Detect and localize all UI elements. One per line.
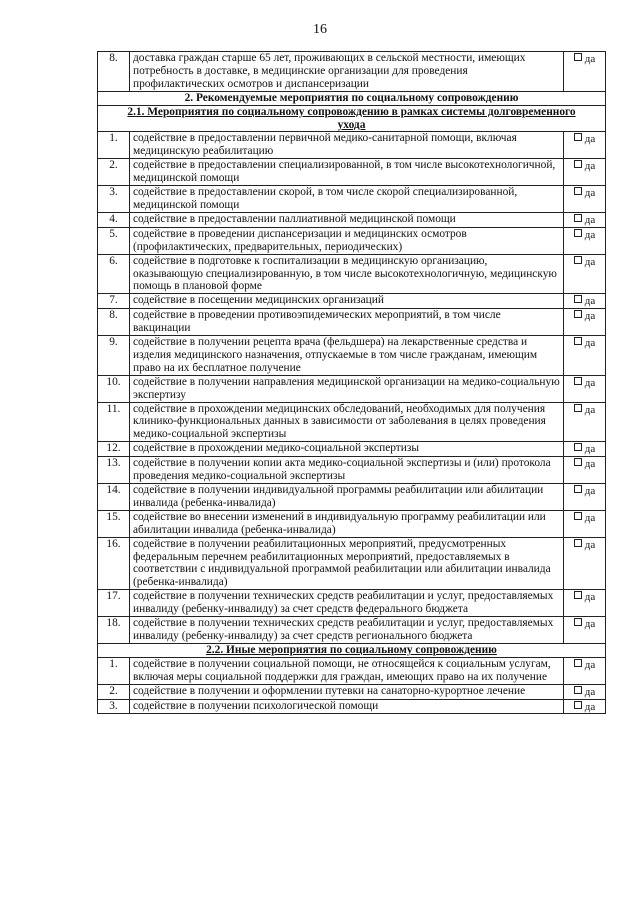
table-row xyxy=(98,294,606,309)
checkbox-cell[interactable] xyxy=(564,442,606,457)
checkbox-label: да xyxy=(584,658,596,671)
row-number: 11. xyxy=(98,402,130,442)
table-row xyxy=(98,657,606,684)
checkbox-cell[interactable] xyxy=(564,402,606,442)
checkbox-cell[interactable] xyxy=(564,617,606,644)
row-text: содействие в прохождении медицинских обследований, необходимых для получения клинико-функциональных данных в зависимости от заболевания в целях проведения медико-социальной экспертизы xyxy=(130,402,564,442)
checkbox-icon[interactable] xyxy=(574,133,582,141)
checkbox-label: да xyxy=(584,376,596,389)
row-text: содействие в посещении медицинских организаций xyxy=(130,294,564,309)
checkbox-label: да xyxy=(584,485,596,497)
checkbox-label: да xyxy=(584,538,596,551)
row-text: содействие в получении индивидуальной программы реабилитации или абилитации инвалида (ребенка-инвалида) xyxy=(130,484,564,511)
checkbox-cell[interactable] xyxy=(564,484,606,511)
table-row xyxy=(98,510,606,537)
row-text: содействие в прохождении медико-социальной экспертизы xyxy=(130,442,564,457)
row-text: содействие в получении направления медицинской организации на медико-социальную экспертизу xyxy=(130,375,564,402)
row-number: 12. xyxy=(98,442,130,457)
section-header-row xyxy=(98,105,606,132)
checkbox-icon[interactable] xyxy=(574,404,582,412)
row-text: содействие в получении технических средств реабилитации и услуг, предоставляемых инвалиду (ребенку-инвалиду) за счет средств федерального бюджета xyxy=(130,590,564,617)
row-number: 3. xyxy=(98,186,130,213)
checkbox-icon[interactable] xyxy=(574,256,582,264)
checkbox-icon[interactable] xyxy=(574,485,582,493)
table-row xyxy=(98,684,606,699)
checkbox-icon[interactable] xyxy=(574,229,582,237)
checkbox-label: да xyxy=(584,295,596,308)
checkbox-label: да xyxy=(584,310,596,323)
checkbox-label: да xyxy=(584,618,596,631)
table-row xyxy=(98,457,606,484)
row-text: содействие в получении реабилитационных мероприятий, предусмотренных федеральным перечнем реабилитационных мероприятий, предоставляемых в соответствии с индивидуальной программой реабилитации или абилитации инвалида (ребенка-инвалида) xyxy=(130,537,564,590)
table-row xyxy=(98,442,606,457)
checkbox-icon[interactable] xyxy=(574,591,582,599)
checkbox-label: да xyxy=(584,685,596,698)
section-title: 2.2. Иные мероприятия по социальному сопровождению xyxy=(98,643,606,657)
row-number: 9. xyxy=(98,336,130,376)
measures-table xyxy=(97,51,606,714)
checkbox-icon[interactable] xyxy=(574,214,582,222)
checkbox-icon[interactable] xyxy=(574,443,582,451)
section-title: 2. Рекомендуемые мероприятия по социальному сопровождению xyxy=(98,91,606,105)
row-number: 1. xyxy=(98,132,130,159)
checkbox-icon[interactable] xyxy=(574,160,582,168)
row-text: содействие в получении копии акта медико-социальной экспертизы и (или) протокола проведения медико-социальной экспертизы xyxy=(130,457,564,484)
row-text: содействие в проведении диспансеризации и медицинских осмотров (профилактических, предварительных, периодических) xyxy=(130,227,564,254)
checkbox-label: да xyxy=(584,255,596,268)
table-row xyxy=(98,212,606,227)
row-text: содействие в проведении противоэпидемических мероприятий, в том числе вакцинации xyxy=(130,309,564,336)
section-header-row xyxy=(98,643,606,657)
checkbox-cell[interactable] xyxy=(564,699,606,714)
checkbox-label: да xyxy=(584,133,596,146)
row-number: 1. xyxy=(98,657,130,684)
checkbox-icon[interactable] xyxy=(574,310,582,318)
table-row xyxy=(98,309,606,336)
checkbox-label: да xyxy=(584,53,596,65)
row-number: 13. xyxy=(98,457,130,484)
row-number: 5. xyxy=(98,227,130,254)
row-number: 14. xyxy=(98,484,130,511)
checkbox-icon[interactable] xyxy=(574,686,582,694)
page-number: 16 xyxy=(313,22,327,37)
row-number: 2. xyxy=(98,684,130,699)
table-row xyxy=(98,52,606,92)
row-text: содействие в предоставлении первичной медико-санитарной помощи, включая медицинскую реабилитацию xyxy=(130,132,564,159)
row-text: содействие в получении социальной помощи, не относящейся к социальным услугам, включая меры социальной поддержки для граждан, имеющих право на их получение xyxy=(130,657,564,684)
checkbox-icon[interactable] xyxy=(574,539,582,547)
row-text: содействие в получении психологической помощи xyxy=(130,699,564,714)
checkbox-icon[interactable] xyxy=(574,53,582,61)
checkbox-icon[interactable] xyxy=(574,701,582,709)
checkbox-cell[interactable] xyxy=(564,657,606,684)
checkbox-cell[interactable] xyxy=(564,510,606,537)
checkbox-icon[interactable] xyxy=(574,458,582,466)
table-row xyxy=(98,617,606,644)
row-number: 4. xyxy=(98,212,130,227)
checkbox-cell[interactable] xyxy=(564,254,606,294)
table-row xyxy=(98,484,606,511)
checkbox-label: да xyxy=(584,403,596,416)
checkbox-icon[interactable] xyxy=(574,187,582,195)
table-row xyxy=(98,699,606,714)
table-row xyxy=(98,227,606,254)
table-row xyxy=(98,375,606,402)
row-text: доставка граждан старше 65 лет, проживающих в сельской местности, имеющих потребность в доставке, в медицинские организации для проведения профилактических осмотров и диспансеризации xyxy=(130,52,564,92)
checkbox-icon[interactable] xyxy=(574,337,582,345)
row-number: 8. xyxy=(98,309,130,336)
checkbox-cell[interactable] xyxy=(564,227,606,254)
row-number: 7. xyxy=(98,294,130,309)
checkbox-label: да xyxy=(584,228,596,241)
checkbox-cell[interactable] xyxy=(564,457,606,484)
checkbox-cell[interactable] xyxy=(564,186,606,213)
checkbox-label: да xyxy=(584,700,596,713)
checkbox-label: да xyxy=(584,337,596,350)
row-text: содействие в предоставлении специализированной, в том числе высокотехнологичной, медицинской помощи xyxy=(130,159,564,186)
row-number: 10. xyxy=(98,375,130,402)
table-row xyxy=(98,402,606,442)
checkbox-cell[interactable] xyxy=(564,590,606,617)
checkbox-icon[interactable] xyxy=(574,377,582,385)
table-row xyxy=(98,590,606,617)
row-number: 6. xyxy=(98,254,130,294)
row-text: содействие в получении технических средств реабилитации и услуг, предоставляемых инвалиду (ребенку-инвалиду) за счет средств регионального бюджета xyxy=(130,617,564,644)
table-row xyxy=(98,254,606,294)
row-number: 16. xyxy=(98,537,130,590)
row-text: содействие во внесении изменений в индивидуальную программу реабилитации или абилитации инвалида (ребенка-инвалида) xyxy=(130,510,564,537)
row-text: содействие в предоставлении скорой, в том числе скорой специализированной, медицинской помощи xyxy=(130,186,564,213)
checkbox-cell[interactable] xyxy=(564,132,606,159)
row-number: 8. xyxy=(98,52,130,92)
checkbox-label: да xyxy=(584,511,596,524)
checkbox-label: да xyxy=(584,443,596,456)
row-text: содействие в получении рецепта врача (фельдшера) на лекарственные средства и изделия медицинского назначения, отпускаемые в том числе гражданам, имеющим право на их бесплатное получение xyxy=(130,336,564,376)
checkbox-label: да xyxy=(584,213,596,226)
section-header-row xyxy=(98,91,606,105)
checkbox-icon[interactable] xyxy=(574,295,582,303)
checkbox-icon[interactable] xyxy=(574,618,582,626)
checkbox-cell[interactable] xyxy=(564,159,606,186)
checkbox-cell[interactable] xyxy=(564,336,606,376)
row-text: содействие в предоставлении паллиативной медицинской помощи xyxy=(130,212,564,227)
row-number: 17. xyxy=(98,590,130,617)
table-row xyxy=(98,159,606,186)
checkbox-label: да xyxy=(584,187,596,200)
checkbox-cell[interactable] xyxy=(564,537,606,590)
checkbox-label: да xyxy=(584,160,596,173)
checkbox-cell[interactable] xyxy=(564,52,606,92)
checkbox-cell[interactable] xyxy=(564,294,606,309)
checkbox-cell[interactable] xyxy=(564,375,606,402)
checkbox-cell[interactable] xyxy=(564,684,606,699)
checkbox-icon[interactable] xyxy=(574,512,582,520)
checkbox-cell[interactable] xyxy=(564,212,606,227)
checkbox-cell[interactable] xyxy=(564,309,606,336)
row-number: 3. xyxy=(98,699,130,714)
row-number: 18. xyxy=(98,617,130,644)
table-row xyxy=(98,132,606,159)
table-row xyxy=(98,186,606,213)
checkbox-label: да xyxy=(584,458,596,471)
table-row xyxy=(98,537,606,590)
section-title: 2.1. Мероприятия по социальному сопровождению в рамках системы долговременного ухода xyxy=(98,105,606,132)
row-number: 2. xyxy=(98,159,130,186)
row-number: 15. xyxy=(98,510,130,537)
table-row xyxy=(98,336,606,376)
row-text: содействие в получении и оформлении путевки на санаторно-курортное лечение xyxy=(130,684,564,699)
checkbox-label: да xyxy=(584,591,596,604)
checkbox-icon[interactable] xyxy=(574,659,582,667)
row-text: содействие в подготовке к госпитализации в медицинскую организацию, оказывающую специализированную, в том числе высокотехнологичную, медицинскую помощь в плановой форме xyxy=(130,254,564,294)
